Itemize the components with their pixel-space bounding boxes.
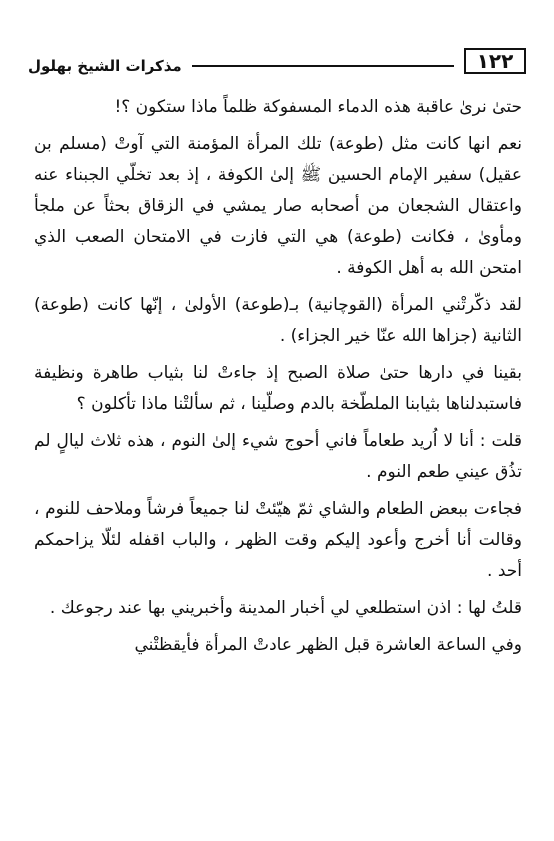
paragraph: فجاءت ببعض الطعام والشاي ثمّ هيّئتْ لنا جميعاً فرشاً وملاحف للنوم ، وقالت أنا أخرج وأعود إليكم وقت الظهر ، والباب اقفله لئلّا يزاحمكم أحد . xyxy=(34,499,522,581)
paragraph: نعم انها كانت مثل (طوعة) تلك المرأة المؤمنة التي آوتْ (مسلم بن عقيل) سفير الإمام الحسين ﷺ إلىٰ الكوفة ، إذ بعد تخلّي الجبناء عنه واعتقال الشجعان من أصحابه صار يمشي في الزقاق بحثاً عن ملجأ ومأوىٰ ، فكانت (طوعة) هي التي فازت في الامتحان الصعب الذي امتحن الله به أهل الكوفة . xyxy=(34,134,522,278)
paragraph: قلت : أنا لا اُريد طعاماً فاني أحوج شيء إلىٰ النوم ، هذه ثلاث ليالٍ لم تذُق عيني طعم النوم . xyxy=(34,431,522,482)
header-rule xyxy=(192,65,454,67)
running-title: مذكرات الشيخ بهلول xyxy=(28,57,182,75)
paragraph: لقد ذكّرتْني المرأة (القوچانية) بـ(طوعة) الأولىٰ ، إنّها كانت (طوعة) الثانية (جزاها الله عنّا خير الجزاء) . xyxy=(34,295,522,346)
paragraph: قلتُ لها : اذن استطلعي لي أخبار المدينة وأخبريني بها عند رجوعك . xyxy=(49,598,522,618)
page-number: ١٢٢ xyxy=(464,48,526,74)
paragraph: حتىٰ نرىٰ عاقبة هذه الدماء المسفوكة ظلماً ماذا ستكون ؟! xyxy=(114,97,522,117)
page-header xyxy=(28,44,526,78)
paragraph: بقينا في دارها حتىٰ صلاة الصبح إذ جاءتْ لنا بثياب طاهرة ونظيفة فاستبدلناها بثيابنا الملطّخة بالدم وصلّينا ، ثم سألتْنا ماذا تأكلون ؟ xyxy=(34,363,522,414)
body-text xyxy=(34,92,522,665)
paragraph: وفي الساعة العاشرة قبل الظهر عادتْ المرأة فأيقظتْني xyxy=(134,635,522,655)
